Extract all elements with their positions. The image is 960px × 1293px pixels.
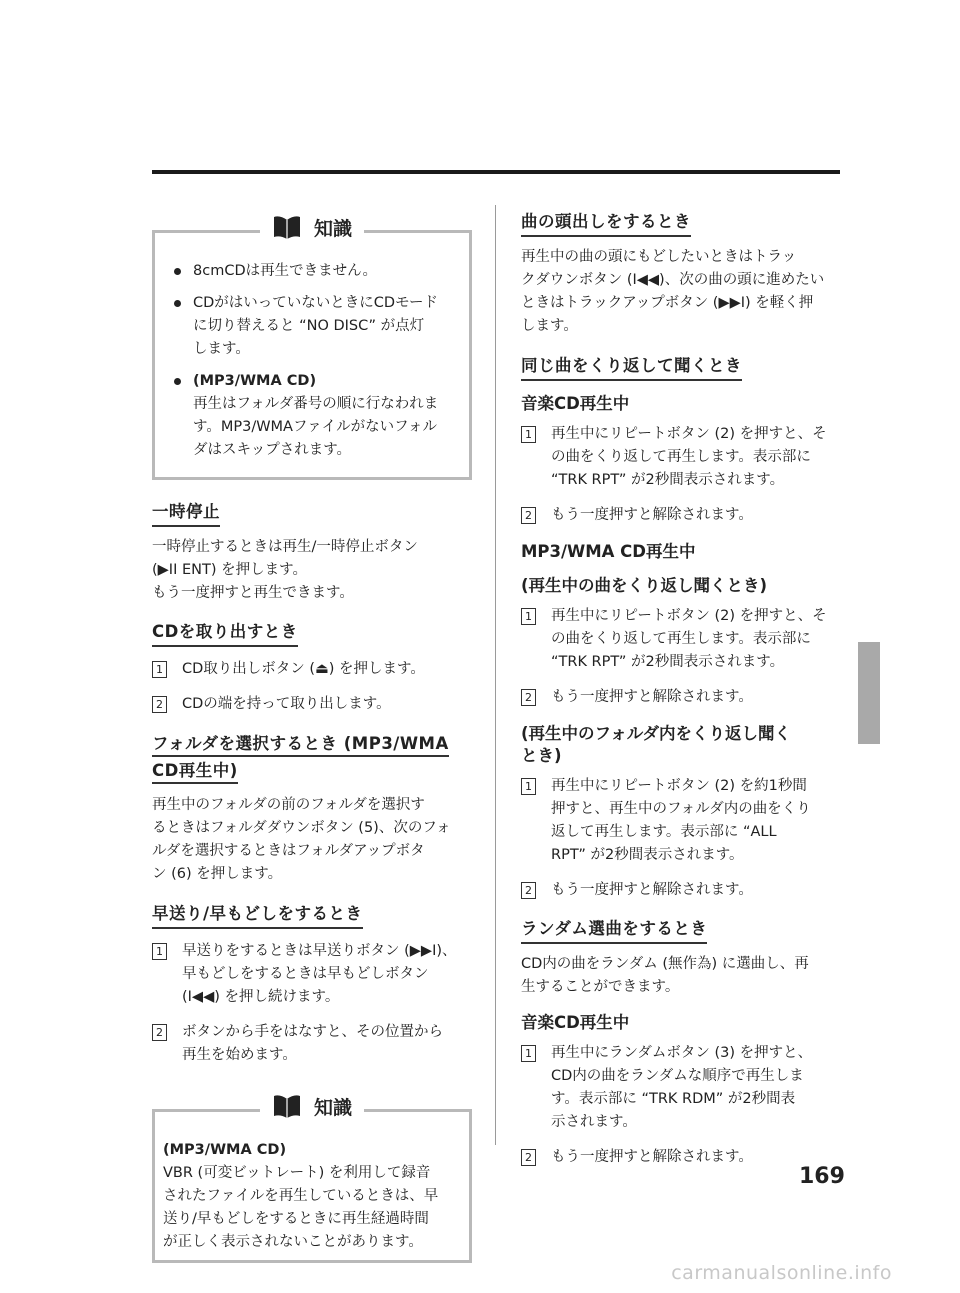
knowledge-list <box>165 260 459 462</box>
step-number: 1 <box>152 943 167 960</box>
step-item: 2 もう一度押すと解除されます。 <box>521 686 841 709</box>
step-item: 2 もう一度押すと解除されます。 <box>521 504 841 527</box>
open-book-icon <box>272 1094 302 1120</box>
section-side-tab <box>858 642 880 744</box>
right-column <box>521 205 841 1169</box>
section-heading: ランダム選曲をするとき <box>521 918 707 944</box>
knowledge-note-title: 知識 <box>260 1093 364 1120</box>
section-heading: 曲の頭出しをするとき <box>521 211 691 237</box>
subheading: (再生中の曲をくり返し聞くとき) <box>521 576 768 595</box>
knowledge-note-2: 知識 (MP3/WMA CD) VBR (可変ビットレート) を利用して録音 されたファイルを再生しているときは、早 送り/早もどしをするときに再生経過時間 が正しく表示されないことがあります。 <box>152 1109 472 1263</box>
knowledge-note-title: 知識 <box>260 214 364 241</box>
step-item: 1 再生中にリピートボタン (2) を押すと、そ の曲をくり返して再生します。表示部に “TRK RPT” が2秒間表示されます。 <box>521 423 841 492</box>
subheading: 音楽CD再生中 <box>521 1013 630 1032</box>
step-number: 1 <box>152 661 167 678</box>
step-number: 1 <box>521 426 536 443</box>
step-item: 1 再生中にリピートボタン (2) を押すと、そ の曲をくり返して再生します。表示部に “TRK RPT” が2秒間表示されます。 <box>521 605 841 674</box>
subheading: 音楽CD再生中 <box>521 394 630 413</box>
step-number: 1 <box>521 1045 536 1062</box>
step-item: 1 再生中にリピートボタン (2) を約1秒間 押すと、再生中のフォルダ内の曲をくり 返して再生します。表示部に “ALL RPT” が2秒間表示されます。 <box>521 775 841 867</box>
step-item: 1 早送りをするときは早送りボタン (▶▶I)、 早もどしをするときは早もどしボタン (I◀◀) を押し続けます。 <box>152 940 472 1009</box>
subheading: MP3/WMA CD再生中 <box>521 542 696 561</box>
top-rule <box>152 170 840 174</box>
list-item: 8cmCDは再生できません。 <box>165 260 459 283</box>
step-number: 2 <box>521 1149 536 1166</box>
watermark: carmanualsonline.info <box>671 1262 892 1284</box>
open-book-icon <box>272 215 302 241</box>
repeat-section <box>521 355 841 902</box>
section-heading: 一時停止 <box>152 501 220 527</box>
section-heading: CDを取り出すとき <box>152 621 298 647</box>
step-number: 2 <box>152 696 167 713</box>
section-heading: 早送り/早もどしをするとき <box>152 903 363 929</box>
step-number: 2 <box>521 507 536 524</box>
step-number: 2 <box>152 1024 167 1041</box>
eject-section <box>152 621 472 716</box>
folder-select-section: フォルダを選択するとき (MP3/WMA CD再生中) 再生中のフォルダの前のフォルダを選択す るときはフォルダダウンボタン (5)、次のフォ ルダを選択するときはフォルダアップボタ ン (6) を押します。 <box>152 733 472 886</box>
section-heading: 同じ曲をくり返して聞くとき <box>521 355 742 381</box>
column-divider <box>495 205 496 1145</box>
step-number: 1 <box>521 608 536 625</box>
pause-section: 一時停止 一時停止するときは再生/一時停止ボタン (▶II ENT) を押します。 もう一度押すと再生できます。 <box>152 502 418 601</box>
step-item: 2 もう一度押すと解除されます。 <box>521 1146 841 1169</box>
step-number: 2 <box>521 882 536 899</box>
step-item: 1 再生中にランダムボタン (3) を押すと、 CD内の曲をランダムな順序で再生しま す。表示部に “TRK RDM” が2秒間表 示されます。 <box>521 1042 841 1134</box>
section-heading: フォルダを選択するとき (MP3/WMA CD再生中) <box>152 733 472 784</box>
fast-forward-rewind-section <box>152 903 472 1067</box>
step-item: 2 もう一度押すと解除されます。 <box>521 879 841 902</box>
knowledge-note-1 <box>152 218 472 480</box>
page-number: 169 <box>799 1164 845 1189</box>
subheading: (再生中のフォルダ内をくり返し聞く とき) <box>521 724 792 765</box>
list-item: CDがはいっていないときにCDモード に切り替えると “NO DISC” が点灯 します。 <box>165 292 459 361</box>
step-item: 1 CD取り出しボタン (⏏) を押します。 <box>152 658 472 681</box>
step-item: 2 ボタンから手をはなすと、その位置から 再生を始めます。 <box>152 1021 472 1067</box>
step-number: 1 <box>521 778 536 795</box>
left-column <box>152 205 472 1263</box>
random-section: ランダム選曲をするとき CD内の曲をランダム (無作為) に選曲し、再 生することができます。 音楽CD再生中 1 再生中にランダムボタン (3) を押すと、 CD内の曲をランダムな順序で再生しま す。表示部に “TRK RDM” が2秒間表 示されます。 2 もう一度押すと解除されます。 <box>521 918 841 1169</box>
track-search-section: 曲の頭出しをするとき 再生中の曲の頭にもどしたいときはトラッ クダウンボタン (I◀◀)、次の曲の頭に進めたい ときはトラックアップボタン (▶▶I) を軽く押 します。 <box>521 212 825 334</box>
list-item: (MP3/WMA CD) 再生はフォルダ番号の順に行なわれま す。MP3/WMAファイルがないフォル ダはスキップされます。 <box>165 370 459 462</box>
step-item: 2 CDの端を持って取り出します。 <box>152 693 472 716</box>
step-number: 2 <box>521 689 536 706</box>
